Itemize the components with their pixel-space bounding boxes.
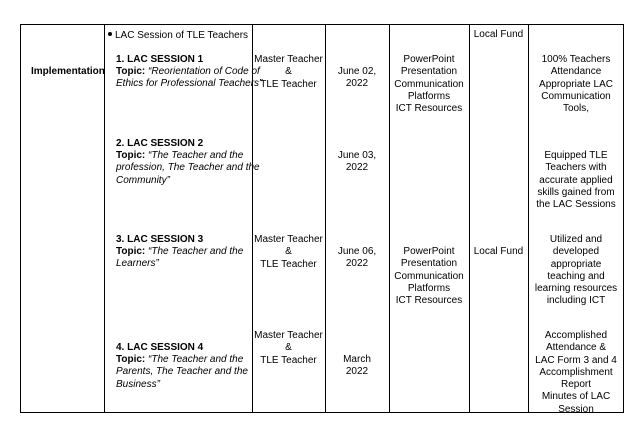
column-divider [469,24,470,412]
session-title: 4. LAC SESSION 4 [116,342,204,353]
bullet-item [108,30,248,41]
resources-needed: PowerPoint Presentation Communication Platforms ICT Resources [394,54,464,115]
expected-outcome: 100% Teachers Attendance Appropriate LAC Communication Tools, [539,54,613,115]
person-responsible: Master Teacher & TLE Teacher [254,330,323,366]
session-title: 1. LAC SESSION 1 [116,54,204,65]
person-responsible: Master Teacher & TLE Teacher [254,234,323,270]
person-responsible: Master Teacher & TLE Teacher [254,54,323,90]
phase-label: Implementation [31,66,105,77]
bullet-icon [108,32,112,36]
session-date: June 02, 2022 [337,66,377,90]
session-topic: Topic: “Reorientation of Code of Ethics for Professional Teachers” [116,66,263,90]
bullet-text: LAC Session of TLE Teachers [115,30,249,41]
expected-outcome: Utilized and developed appropriate teaching and learning resources including ICT [534,234,618,307]
session-date: June 03, 2022 [337,150,377,174]
session-date: March 2022 [343,354,371,378]
session-title: 3. LAC SESSION 3 [116,234,204,245]
expected-outcome: Equipped TLE Teachers with accurate applied skills gained from the LAC Sessions [536,150,616,211]
session-title: 2. LAC SESSION 2 [116,138,204,149]
session-topic: Topic: “The Teacher and the Learners” [116,246,244,270]
expected-outcome: Accomplished Attendance & LAC Form 3 and 4 Accomplishment Report Minutes of LAC Session [535,330,617,415]
top-fund-cell: Local Fund [473,29,524,40]
session-topic: Topic: “The Teacher and the Parents, The Teacher and the Business” [116,354,248,390]
resources-needed: PowerPoint Presentation Communication Platforms ICT Resources [394,246,464,307]
session-topic: Topic: “The Teacher and the profession, The Teacher and the Community” [116,150,260,186]
funding-source: Local Fund [473,246,524,257]
session-date: June 06, 2022 [337,246,377,270]
column-divider [104,24,105,412]
